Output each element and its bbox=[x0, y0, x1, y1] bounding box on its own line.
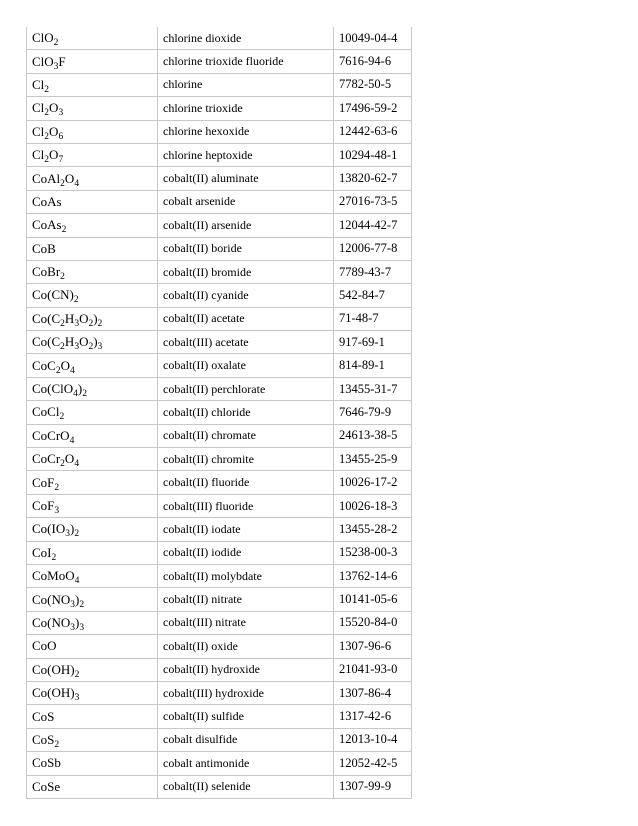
formula-cell: CoSe bbox=[27, 775, 158, 798]
table-row bbox=[27, 775, 412, 798]
cas-number-cell: 12013-10-4 bbox=[334, 728, 412, 751]
cas-number-cell: 1307-99-9 bbox=[334, 775, 412, 798]
name-cell: cobalt(II) arsenide bbox=[158, 214, 334, 237]
name-cell: chlorine trioxide bbox=[158, 97, 334, 120]
formula-cell: CoS$_2$ bbox=[27, 728, 158, 751]
formula-cell: CoF$_3$ bbox=[27, 494, 158, 517]
table-row bbox=[27, 307, 412, 330]
cas-number-cell: 1307-96-6 bbox=[334, 635, 412, 658]
formula-cell: CoBr$_2$ bbox=[27, 260, 158, 283]
table-row bbox=[27, 658, 412, 681]
formula-cell: ClO$_3$F bbox=[27, 50, 158, 73]
name-cell: cobalt(II) selenide bbox=[158, 775, 334, 798]
name-cell: cobalt(II) aluminate bbox=[158, 167, 334, 190]
name-cell: chlorine dioxide bbox=[158, 27, 334, 50]
formula-cell: $Co(C_2H_3O_2)_2$ bbox=[27, 307, 158, 330]
cas-number-cell: 7646-79-9 bbox=[334, 401, 412, 424]
table-row bbox=[27, 541, 412, 564]
name-cell: cobalt(II) nitrate bbox=[158, 588, 334, 611]
table-row bbox=[27, 635, 412, 658]
table-row bbox=[27, 471, 412, 494]
cas-number-cell: 917-69-1 bbox=[334, 331, 412, 354]
cas-number-cell: 13455-28-2 bbox=[334, 518, 412, 541]
formula-cell: CoAs$_2$ bbox=[27, 214, 158, 237]
formula-cell: $Co(CN)_2$ bbox=[27, 284, 158, 307]
name-cell: cobalt(II) iodate bbox=[158, 518, 334, 541]
table-row bbox=[27, 564, 412, 587]
table-row bbox=[27, 27, 412, 50]
name-cell: chlorine bbox=[158, 73, 334, 96]
cas-number-cell: 542-84-7 bbox=[334, 284, 412, 307]
cas-number-cell: 10294-48-1 bbox=[334, 143, 412, 166]
formula-cell: $Co(ClO_4)_2$ bbox=[27, 377, 158, 400]
name-cell: cobalt(III) hydroxide bbox=[158, 681, 334, 704]
formula-cell: $Co(NO_3)_2$ bbox=[27, 588, 158, 611]
cas-number-cell: 15520-84-0 bbox=[334, 611, 412, 634]
formula-cell: $CoCr_2O_4$ bbox=[27, 448, 158, 471]
name-cell: chlorine trioxide fluoride bbox=[158, 50, 334, 73]
name-cell: cobalt(II) acetate bbox=[158, 307, 334, 330]
name-cell: cobalt(II) chromate bbox=[158, 424, 334, 447]
table-row bbox=[27, 331, 412, 354]
formula-cell: CoCrO$_4$ bbox=[27, 424, 158, 447]
name-cell: cobalt(II) fluoride bbox=[158, 471, 334, 494]
name-cell: cobalt(III) acetate bbox=[158, 331, 334, 354]
table-row bbox=[27, 50, 412, 73]
formula-cell: $CoAl_2O_4$ bbox=[27, 167, 158, 190]
cas-number-cell: 24613-38-5 bbox=[334, 424, 412, 447]
table-row bbox=[27, 214, 412, 237]
table-row bbox=[27, 752, 412, 775]
name-cell: cobalt(II) perchlorate bbox=[158, 377, 334, 400]
cas-number-cell: 13455-25-9 bbox=[334, 448, 412, 471]
compound-table-body bbox=[27, 27, 412, 798]
table-row bbox=[27, 143, 412, 166]
formula-cell: $Cl_2O_7$ bbox=[27, 143, 158, 166]
cas-number-cell: 10026-17-2 bbox=[334, 471, 412, 494]
name-cell: cobalt(III) nitrate bbox=[158, 611, 334, 634]
table-row bbox=[27, 705, 412, 728]
name-cell: cobalt(II) chloride bbox=[158, 401, 334, 424]
cas-number-cell: 12442-63-6 bbox=[334, 120, 412, 143]
formula-cell: $Cl_2$ bbox=[27, 73, 158, 96]
compound-table bbox=[26, 27, 412, 799]
cas-number-cell: 7782-50-5 bbox=[334, 73, 412, 96]
cas-number-cell: 27016-73-5 bbox=[334, 190, 412, 213]
cas-number-cell: 10049-04-4 bbox=[334, 27, 412, 50]
cas-number-cell: 814-89-1 bbox=[334, 354, 412, 377]
formula-cell: $Co(OH)_2$ bbox=[27, 658, 158, 681]
formula-cell: $Co(OH)_3$ bbox=[27, 681, 158, 704]
name-cell: chlorine hexoxide bbox=[158, 120, 334, 143]
table-row bbox=[27, 120, 412, 143]
name-cell: cobalt(II) hydroxide bbox=[158, 658, 334, 681]
name-cell: cobalt antimonide bbox=[158, 752, 334, 775]
formula-cell: CoSb bbox=[27, 752, 158, 775]
table-row bbox=[27, 284, 412, 307]
formula-cell: $Co(C_2H_3O_2)_3$ bbox=[27, 331, 158, 354]
table-row bbox=[27, 424, 412, 447]
name-cell: cobalt(II) chromite bbox=[158, 448, 334, 471]
formula-cell: CoI$_2$ bbox=[27, 541, 158, 564]
name-cell: cobalt(II) cyanide bbox=[158, 284, 334, 307]
formula-cell: $Cl_2O_6$ bbox=[27, 120, 158, 143]
formula-cell: $Cl_2O_3$ bbox=[27, 97, 158, 120]
formula-cell: $Co(NO_3)_3$ bbox=[27, 611, 158, 634]
cas-number-cell: 15238-00-3 bbox=[334, 541, 412, 564]
name-cell: cobalt arsenide bbox=[158, 190, 334, 213]
cas-number-cell: 13820-62-7 bbox=[334, 167, 412, 190]
formula-cell: CoMoO$_4$ bbox=[27, 564, 158, 587]
cas-number-cell: 7616-94-6 bbox=[334, 50, 412, 73]
cas-number-cell: 71-48-7 bbox=[334, 307, 412, 330]
table-row bbox=[27, 97, 412, 120]
table-row bbox=[27, 377, 412, 400]
table-row bbox=[27, 494, 412, 517]
name-cell: cobalt(II) oxide bbox=[158, 635, 334, 658]
cas-number-cell: 21041-93-0 bbox=[334, 658, 412, 681]
cas-number-cell: 1317-42-6 bbox=[334, 705, 412, 728]
formula-cell: CoF$_2$ bbox=[27, 471, 158, 494]
name-cell: cobalt(III) fluoride bbox=[158, 494, 334, 517]
formula-cell: CoCl$_2$ bbox=[27, 401, 158, 424]
formula-cell: CoS bbox=[27, 705, 158, 728]
name-cell: cobalt(II) iodide bbox=[158, 541, 334, 564]
table-row bbox=[27, 190, 412, 213]
name-cell: cobalt(II) sulfide bbox=[158, 705, 334, 728]
formula-cell: CoAs bbox=[27, 190, 158, 213]
formula-cell: CoB bbox=[27, 237, 158, 260]
formula-cell: ClO$_2$ bbox=[27, 27, 158, 50]
table-row bbox=[27, 167, 412, 190]
table-row bbox=[27, 681, 412, 704]
cas-number-cell: 12044-42-7 bbox=[334, 214, 412, 237]
cas-number-cell: 12052-42-5 bbox=[334, 752, 412, 775]
name-cell: cobalt(II) oxalate bbox=[158, 354, 334, 377]
cas-number-cell: 13455-31-7 bbox=[334, 377, 412, 400]
cas-number-cell: 10026-18-3 bbox=[334, 494, 412, 517]
table-row bbox=[27, 448, 412, 471]
table-row bbox=[27, 611, 412, 634]
name-cell: cobalt disulfide bbox=[158, 728, 334, 751]
formula-cell: CoO bbox=[27, 635, 158, 658]
table-row bbox=[27, 728, 412, 751]
table-row bbox=[27, 260, 412, 283]
cas-number-cell: 12006-77-8 bbox=[334, 237, 412, 260]
formula-cell: $CoC_2O_4$ bbox=[27, 354, 158, 377]
table-row bbox=[27, 73, 412, 96]
name-cell: cobalt(II) boride bbox=[158, 237, 334, 260]
name-cell: chlorine heptoxide bbox=[158, 143, 334, 166]
formula-cell: $Co(IO_3)_2$ bbox=[27, 518, 158, 541]
table-row bbox=[27, 401, 412, 424]
cas-number-cell: 13762-14-6 bbox=[334, 564, 412, 587]
table-row bbox=[27, 237, 412, 260]
name-cell: cobalt(II) molybdate bbox=[158, 564, 334, 587]
table-row bbox=[27, 518, 412, 541]
table-row bbox=[27, 354, 412, 377]
name-cell: cobalt(II) bromide bbox=[158, 260, 334, 283]
cas-number-cell: 17496-59-2 bbox=[334, 97, 412, 120]
table-row bbox=[27, 588, 412, 611]
cas-number-cell: 7789-43-7 bbox=[334, 260, 412, 283]
cas-number-cell: 10141-05-6 bbox=[334, 588, 412, 611]
cas-number-cell: 1307-86-4 bbox=[334, 681, 412, 704]
